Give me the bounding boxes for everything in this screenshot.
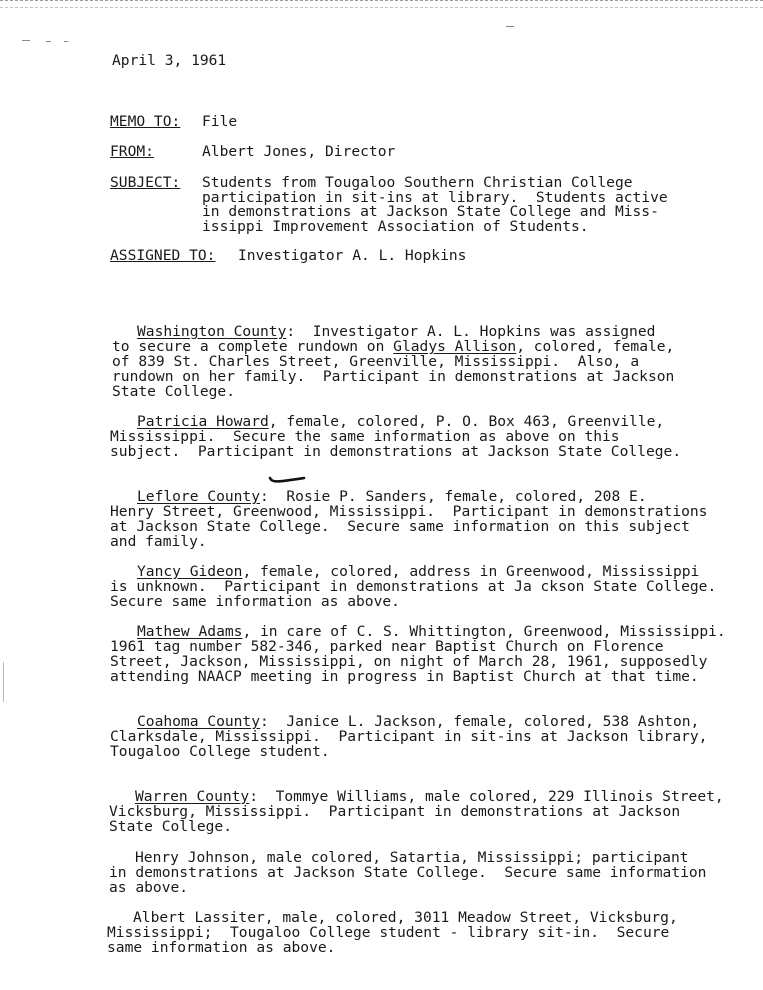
from-value: Albert Jones, Director xyxy=(202,143,396,160)
county-heading: Leflore County xyxy=(137,488,261,505)
memo-to-value: File xyxy=(202,113,238,130)
leflore-county-para-line xyxy=(137,489,647,504)
scan-speck xyxy=(22,40,30,41)
subject-name: Mathew Adams xyxy=(137,623,243,640)
para-text: Clarksdale, Mississippi. Participant in sit-ins at Jackson library, xyxy=(110,728,708,745)
para-text: Henry Street, Greenwood, Mississippi. Participant in demonstrations xyxy=(110,503,708,520)
warren-county-para-line xyxy=(135,789,724,804)
para-text: : Tommye Williams, male colored, 229 Illinois Street, xyxy=(249,788,724,805)
scan-speck xyxy=(506,26,514,27)
para-text: Tougaloo College student. xyxy=(110,743,330,760)
para-text: Henry Johnson, male colored, Satartia, Mississippi; participant xyxy=(135,849,689,866)
para-text: Vicksburg, Mississippi. Participant in demonstrations at Jackson xyxy=(109,803,681,820)
para-text: : Rosie P. Sanders, female, colored, 208 E. xyxy=(260,488,647,505)
para-text: : Investigator A. L. Hopkins was assigned xyxy=(286,323,656,340)
para-text: is unknown. Participant in demonstrations at Ja ckson State College. xyxy=(110,578,717,595)
para-text: , female, colored, address in Greenwood, Mississippi xyxy=(242,563,700,580)
assigned-to-value: Investigator A. L. Hopkins xyxy=(238,247,467,264)
para-text: same information as above. xyxy=(107,939,336,956)
subject-name: Yancy Gideon xyxy=(137,563,243,580)
para-text: , colored, female, xyxy=(516,338,675,355)
assigned-to-label: ASSIGNED TO: xyxy=(110,247,216,264)
para-text: of 839 St. Charles Street, Greenville, Mississippi. Also, a xyxy=(112,353,640,370)
scan-speck xyxy=(46,41,51,42)
para-text: State College. xyxy=(109,818,233,835)
mathew-adams-para-line xyxy=(137,624,726,639)
scan-speck xyxy=(64,41,68,42)
para-text: : Janice L. Jackson, female, colored, 538 Ashton, xyxy=(260,713,700,730)
para-text: as above. xyxy=(109,879,189,896)
para-text: subject. Participant in demonstrations at Jackson State College. xyxy=(110,443,682,460)
subject-name: Gladys Allison xyxy=(393,338,517,355)
para-text: State College. xyxy=(112,383,236,400)
subject-line: participation in sit-ins at library. Students active xyxy=(202,189,668,206)
subject-name: Patricia Howard xyxy=(137,413,269,430)
from-label: FROM: xyxy=(110,143,154,160)
memo-date: April 3, 1961 xyxy=(112,52,227,69)
county-heading: Washington County xyxy=(137,323,287,340)
washington-county-para-line xyxy=(137,324,655,339)
top-perforation-rule xyxy=(0,0,763,8)
para-text: 1961 tag number 582-346, parked near Baptist Church on Florence xyxy=(110,638,664,655)
para-text: , female, colored, P. O. Box 463, Greenville, xyxy=(268,413,665,430)
washington-county-para-line xyxy=(112,339,674,354)
para-text: and family. xyxy=(110,533,207,550)
para-text: Mississippi; Tougaloo College student - library sit-in. Secure xyxy=(107,924,670,941)
handwritten-check-mark xyxy=(268,476,306,486)
subject-line: in demonstrations at Jackson State College and Miss- xyxy=(202,203,659,220)
subject-line: Students from Tougaloo Southern Christian College xyxy=(202,174,633,191)
scan-speck xyxy=(3,662,4,702)
yancy-gideon-para-line xyxy=(137,564,699,579)
subject-label: SUBJECT: xyxy=(110,174,181,191)
para-text: at Jackson State College. Secure same information on this subject xyxy=(110,518,690,535)
para-text: Mississippi. Secure the same information as above on this xyxy=(110,428,620,445)
subject-line: issippi Improvement Association of Students. xyxy=(202,218,589,235)
para-text: attending NAACP meeting in progress in Baptist Church at that time. xyxy=(110,668,699,685)
para-text: Albert Lassiter, male, colored, 3011 Meadow Street, Vicksburg, xyxy=(133,909,678,926)
para-text: in demonstrations at Jackson State College. Secure same information xyxy=(109,864,707,881)
county-heading: Coahoma County xyxy=(137,713,261,730)
para-text: Street, Jackson, Mississippi, on night of March 28, 1961, supposedly xyxy=(110,653,708,670)
coahoma-county-para-line xyxy=(137,714,699,729)
para-text: rundown on her family. Participant in demonstrations at Jackson xyxy=(112,368,675,385)
para-text: to secure a complete rundown on xyxy=(112,338,394,355)
county-heading: Warren County xyxy=(135,788,250,805)
memo-to-label: MEMO TO: xyxy=(110,113,181,130)
para-text: Secure same information as above. xyxy=(110,593,400,610)
para-text: , in care of C. S. Whittington, Greenwood, Mississippi. xyxy=(242,623,726,640)
patricia-howard-para-line xyxy=(137,414,664,429)
